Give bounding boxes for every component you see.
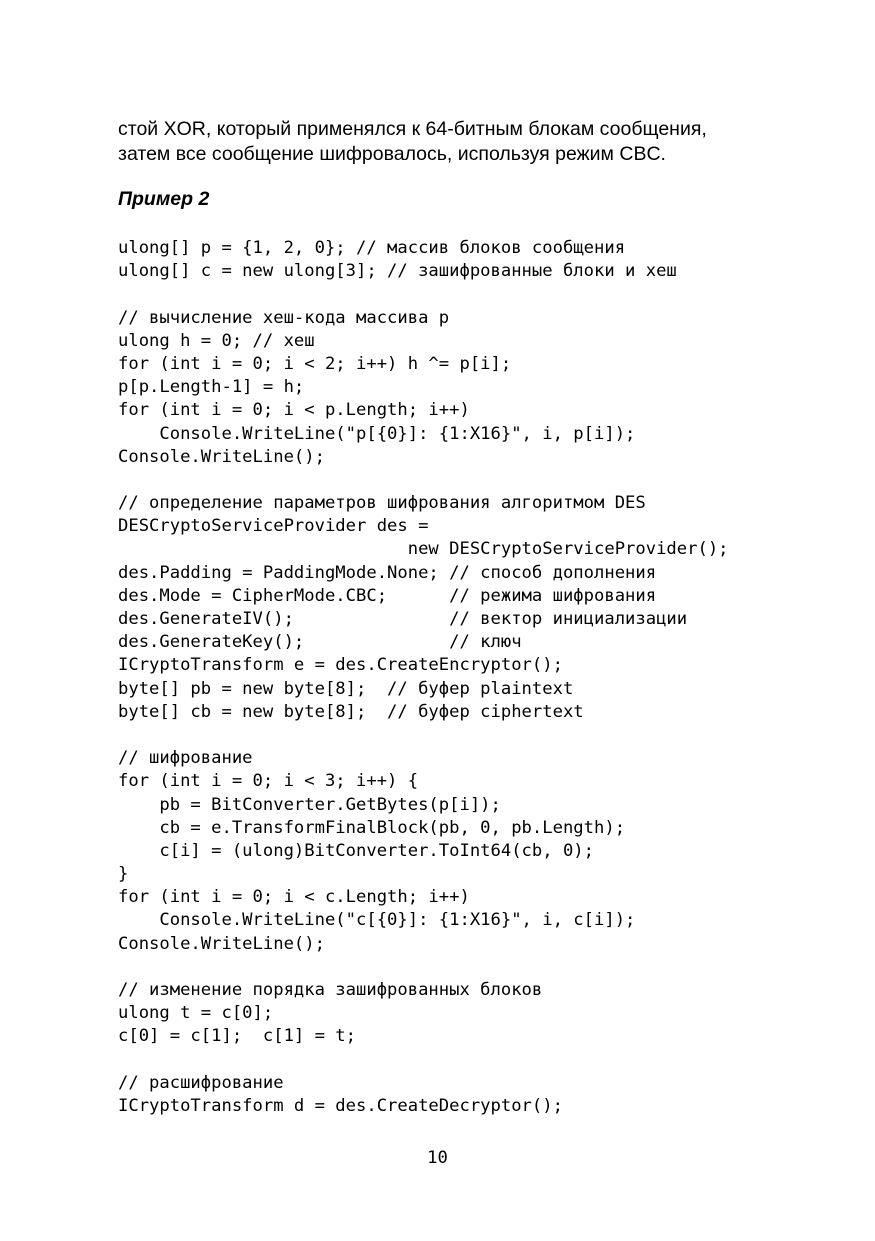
code-line: Console.WriteLine(); — [118, 446, 325, 467]
code-line: for (int i = 0; i < c.Length; i++) — [118, 887, 470, 908]
code-line: // определение параметров шифрования алгоритмом DES — [118, 493, 646, 514]
code-line: DESCryptoServiceProvider des = — [118, 516, 429, 537]
code-line — [118, 283, 729, 306]
code-line — [118, 469, 729, 492]
code-line: for (int i = 0; i < p.Length; i++) — [118, 400, 470, 421]
code-line: c[i] = (ulong)BitConverter.ToInt64(cb, 0); — [118, 840, 594, 861]
code-line: des.GenerateIV(); // вектор инициализации — [118, 609, 688, 629]
example-heading: Пример 2 — [118, 188, 210, 210]
code-line: // шифрование — [118, 748, 253, 769]
code-line: ulong[] c = new ulong[3]; // зашифрованные блоки и хеш — [118, 261, 677, 282]
code-line: pb = BitConverter.GetBytes(p[i]); — [118, 794, 501, 815]
code-line: ICryptoTransform d = des.CreateDecryptor(); — [118, 1095, 563, 1116]
code-line: des.GenerateKey(); // ключ — [118, 632, 522, 653]
code-listing — [118, 237, 729, 1118]
code-line: cb = e.TransformFinalBlock(pb, 0, pb.Length); — [118, 817, 626, 838]
code-line: des.Padding = PaddingMode.None; // способ дополнения — [118, 562, 657, 583]
code-line: ICryptoTransform e = des.CreateEncryptor(); — [118, 655, 563, 676]
code-line: Console.WriteLine(); — [118, 933, 325, 954]
code-line: p[p.Length-1] = h; — [118, 377, 305, 398]
paragraph-line: затем все сообщение шифровалось, используя режим CBC. — [118, 143, 666, 165]
code-line: byte[] cb = new byte[8]; // буфер ciphertext — [118, 701, 584, 722]
code-line: for (int i = 0; i < 3; i++) { — [118, 771, 419, 792]
code-line: } — [118, 864, 129, 885]
code-line: // вычисление хеш-кода массива p — [118, 307, 450, 328]
code-line: for (int i = 0; i < 2; i++) h ^= p[i]; — [118, 353, 512, 374]
code-line: Console.WriteLine("c[{0}]: {1:X16}", i, c[i]); — [118, 910, 636, 931]
code-line: new DESCryptoServiceProvider(); — [118, 539, 729, 560]
code-line: ulong t = c[0]; — [118, 1003, 274, 1024]
body-paragraph — [118, 117, 818, 167]
code-line: des.Mode = CipherMode.CBC; // режима шифрования — [118, 585, 657, 606]
code-line: // расшифрование — [118, 1072, 284, 1093]
code-line — [118, 956, 729, 979]
paragraph-line: стой XOR, который применялся к 64-битным блокам сообщения, — [118, 118, 707, 140]
code-line: ulong[] p = {1, 2, 0}; // массив блоков сообщения — [118, 238, 626, 258]
code-line — [118, 1049, 729, 1072]
code-line: byte[] pb = new byte[8]; // буфер plaintext — [118, 678, 574, 699]
code-line — [118, 724, 729, 747]
code-line: c[0] = c[1]; c[1] = t; — [118, 1026, 356, 1047]
page-number: 10 — [427, 1148, 448, 1168]
code-line: // изменение порядка зашифрованных блоков — [118, 980, 543, 1000]
code-line: ulong h = 0; // хеш — [118, 330, 315, 351]
code-line: Console.WriteLine("p[{0}]: {1:X16}", i, p[i]); — [118, 423, 636, 444]
